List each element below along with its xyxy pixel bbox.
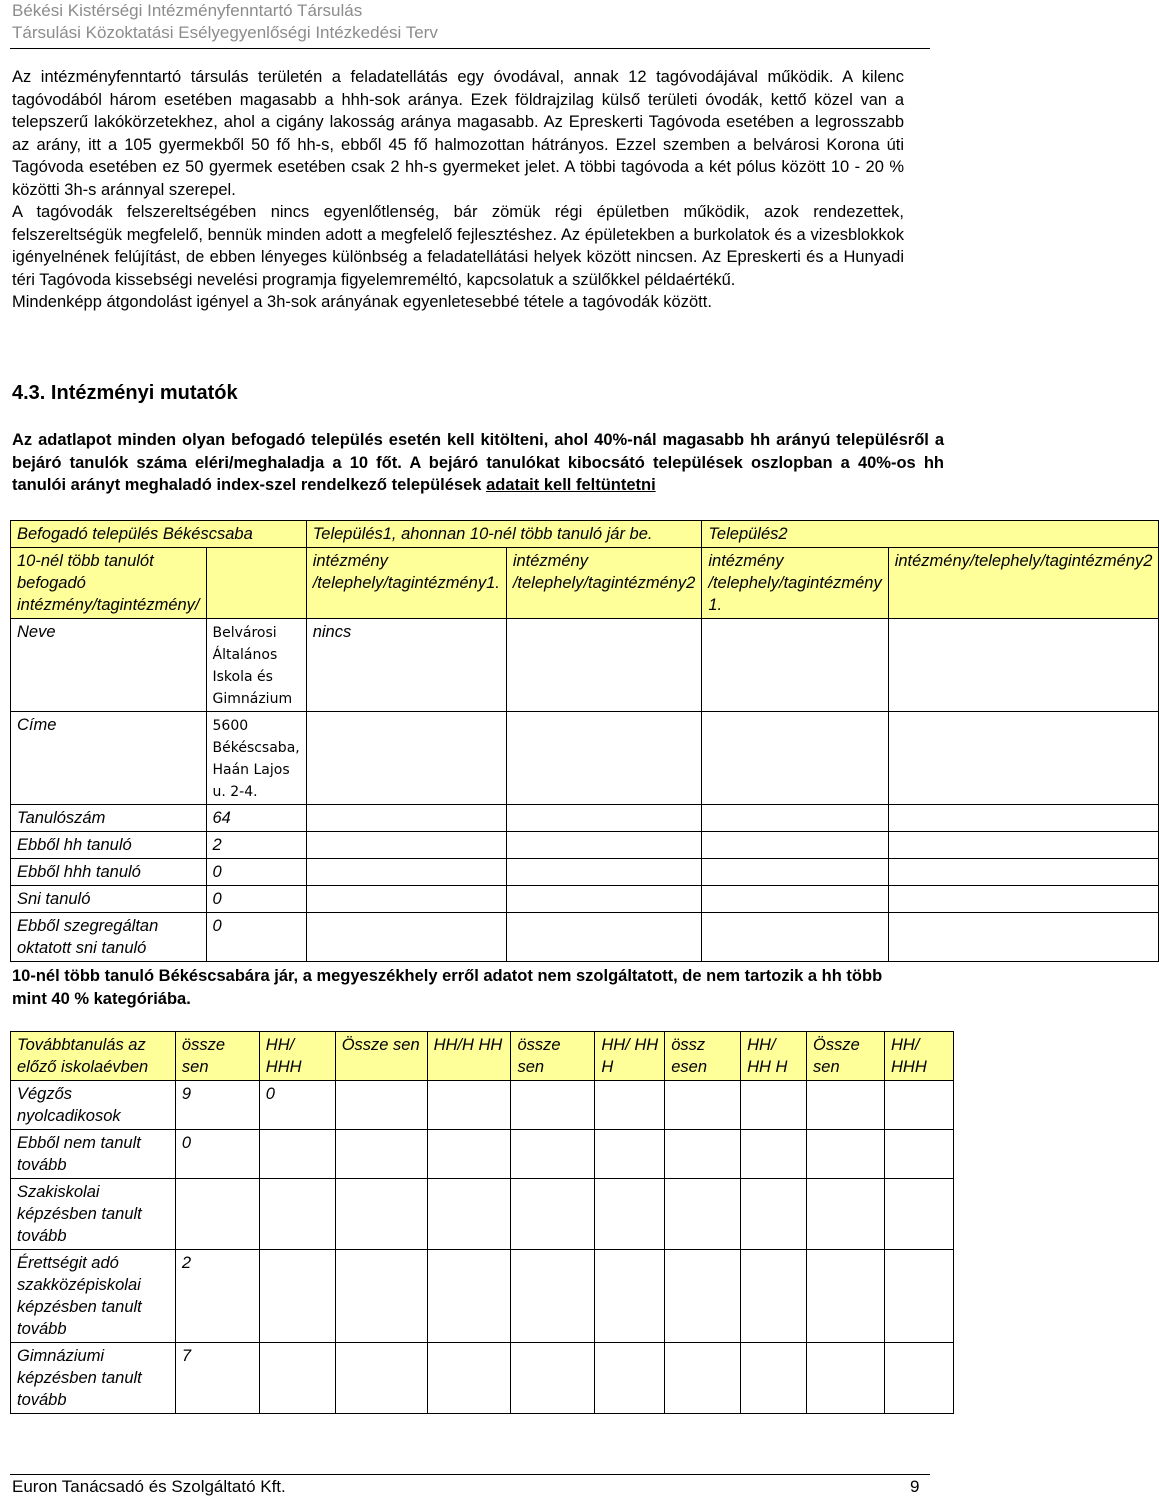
table-cell-settlement: Befogadó település Békéscsaba: [11, 521, 307, 548]
header-rule: [10, 48, 930, 49]
table-header-cell: össze sen: [175, 1032, 259, 1081]
table-cell-value: 0: [206, 859, 306, 886]
institution-table: [10, 520, 1159, 962]
table-cell-label: Címe: [11, 712, 207, 805]
note-text: 10-nél több tanuló Békéscsabára jár, a megyeszékhely erről adatot nem szolgáltatott, de nem tartozik a hh több mint 40 % kategóriába.: [12, 967, 883, 1008]
table-cell-inst-value: [206, 548, 306, 619]
table-row: [11, 1179, 954, 1250]
table-row: [11, 521, 1159, 548]
table-cell-town2: Település2: [702, 521, 1159, 548]
table-header-cell: Össze sen: [807, 1032, 885, 1081]
table-cell-value: [259, 1179, 335, 1250]
table-row: [11, 832, 1159, 859]
table-cell-value: 64: [206, 805, 306, 832]
table-row: [11, 1130, 954, 1179]
table-cell-inst-t2-2: intézmény/telephely/tagintézmény2: [888, 548, 1159, 619]
table-row: [11, 548, 1159, 619]
table-cell-value: [259, 1250, 335, 1343]
table-cell-empty: [702, 619, 888, 712]
intro-text: [12, 66, 904, 314]
page-number: 9: [910, 1477, 920, 1496]
table-cell-empty: [888, 712, 1159, 805]
table-cell-value: [259, 1343, 335, 1414]
table-cell-value: 2: [175, 1250, 259, 1343]
table-cell-label: Ebből szegregáltan oktatott sni tanuló: [11, 913, 207, 962]
table-cell-label: Neve: [11, 619, 207, 712]
header-line-2: Társulási Közoktatási Esélyegyenlőségi Intézkedési Terv: [12, 23, 438, 42]
table-header-cell: Össze sen: [335, 1032, 427, 1081]
paragraph-3: Mindenképp átgondolást igényel a 3h-sok arányának egyenletesebbé tétele a tagóvodák között.: [12, 293, 712, 311]
table-header-cell: HH/ HH H: [741, 1032, 807, 1081]
table-row: [11, 1250, 954, 1343]
paragraph-1: Az intézményfenntartó társulás területén a feladatellátás egy óvodával, annak 12 tagóvodájával működik. A kilenc tagóvodából három esetében magasabb a hhh-sok aránya. Ezek földrajzilag külső területi óvodák, kettő közel van a telepszerű lakókörzetekhez, ahol a cigány lakosság aránya magasabb. Az Epreskerti Tagóvoda esetében a legrosszabb az arány, itt a 105 gyermekből 50 fő hh-s, ebből 45 fő halmozottan hátrányos. Ezzel szemben a belvárosi Korona úti Tagóvoda esetében ez 50 gyermek esetében csak 2 hh-s gyermeket jelet. A többi tagóvoda a két pólus között 10 - 20 % közötti 3h-s aránnyal szerepel.: [12, 68, 904, 199]
table-header-cell: HH/ HHH: [884, 1032, 953, 1081]
section-heading: 4.3. Intézményi mutatók: [12, 382, 238, 404]
table-header-cell: Továbbtanulás az előző iskolaévben: [11, 1032, 176, 1081]
table-cell-inst-t1-2: intézmény /telephely/tagintézmény2: [506, 548, 702, 619]
table-header-cell: HH/H HH: [427, 1032, 511, 1081]
table-row: [11, 712, 1159, 805]
address-value: 5600 Békéscsaba, Haán Lajos u. 2-4.: [212, 718, 300, 800]
table-row: [11, 1081, 954, 1130]
table-cell-label: Ebből hh tanuló: [11, 832, 207, 859]
further-education-table: [10, 1031, 954, 1414]
table-cell-value: [206, 619, 306, 712]
bold-instructions-text: Az adatlapot minden olyan befogadó település esetén kell kitölteni, ahol 40%-nál magasabb hh arányú településről a bejáró tanulók száma eléri/meghaladja a 10 főt. A bejáró tanulókat kibocsátó települések oszlopban a 40%-os hh tanulói arányt meghaladó index-szel rendelkező települések: [12, 431, 944, 494]
footer-rule: [10, 1474, 930, 1475]
table-header-row: [11, 1032, 954, 1081]
table-row: [11, 886, 1159, 913]
table-cell-value: 7: [175, 1343, 259, 1414]
table-header-cell: HH/ HHH: [259, 1032, 335, 1081]
table-header-cell: össz esen: [665, 1032, 741, 1081]
table-cell-value: [259, 1130, 335, 1179]
table-cell-empty: [506, 619, 702, 712]
paragraph-2: A tagóvodák felszereltségében nincs egyenlőtlenség, bár zömük régi épületben működik, azok rendezettek, felszereltségük megfelelő, bennük minden adott a megfelelő fejlesztéshez. Az épületekben a burkolatok és a vizesblokkok igényelnének felújítást, de ebben lényeges különbség a feladatellátási helyek között nincsen. Az Epreskerti és a Hunyadi téri Tagóvoda kissebségi nevelési programja figyelemreméltó, kapcsolatuk a szülőkkel példaértékű.: [12, 203, 904, 289]
table-cell-label: Gimnáziumi képzésben tanult tovább: [11, 1343, 176, 1414]
name-value: Belvárosi Általános Iskola és Gimnázium: [212, 625, 293, 707]
bold-instructions: [12, 429, 944, 497]
table-cell-label: Végzős nyolcadikosok: [11, 1081, 176, 1130]
page-header: [12, 0, 932, 44]
table-cell-value: nincs: [306, 619, 506, 712]
table-cell-label: Ebből hhh tanuló: [11, 859, 207, 886]
table-cell-empty: [888, 619, 1159, 712]
table-row: [11, 805, 1159, 832]
bold-instructions-underlined: adatait kell feltüntetni: [486, 476, 656, 494]
table-cell-value: 2: [206, 832, 306, 859]
table-cell-empty: [306, 712, 506, 805]
table-row: [11, 619, 1159, 712]
table-row: [11, 913, 1159, 962]
table-cell-value: 0: [206, 913, 306, 962]
table-cell-value: [175, 1179, 259, 1250]
table-cell-label: Sni tanuló: [11, 886, 207, 913]
table-cell-empty: [702, 712, 888, 805]
table-cell-value: 0: [206, 886, 306, 913]
table-cell-label: Szakiskolai képzésben tanult tovább: [11, 1179, 176, 1250]
table-cell-value: 9: [175, 1081, 259, 1130]
table-cell-town1: Település1, ahonnan 10-nél több tanuló jár be.: [306, 521, 702, 548]
table-cell-label: Ebből nem tanult tovább: [11, 1130, 176, 1179]
table-row: [11, 1343, 954, 1414]
table-cell-inst-t2-1: intézmény /telephely/tagintézmény 1.: [702, 548, 888, 619]
table-cell-inst-label: 10-nél több tanulót befogadó intézmény/tagintézmény/: [11, 548, 207, 619]
table-cell-empty: [506, 712, 702, 805]
table-cell-inst-t1-1: intézmény /telephely/tagintézmény1.: [306, 548, 506, 619]
table-header-cell: össze sen: [511, 1032, 595, 1081]
footer-company: Euron Tanácsadó és Szolgáltató Kft.: [12, 1477, 286, 1496]
table-header-cell: HH/ HH H: [595, 1032, 665, 1081]
table-cell-value: 0: [259, 1081, 335, 1130]
table-row: [11, 859, 1159, 886]
table-cell-value: [206, 712, 306, 805]
table-cell-label: Tanulószám: [11, 805, 207, 832]
table-cell-value: 0: [175, 1130, 259, 1179]
table-cell-label: Érettségit adó szakközépiskolai képzésben tanult tovább: [11, 1250, 176, 1343]
header-line-1: Békési Kistérségi Intézményfenntartó Társulás: [12, 1, 363, 20]
